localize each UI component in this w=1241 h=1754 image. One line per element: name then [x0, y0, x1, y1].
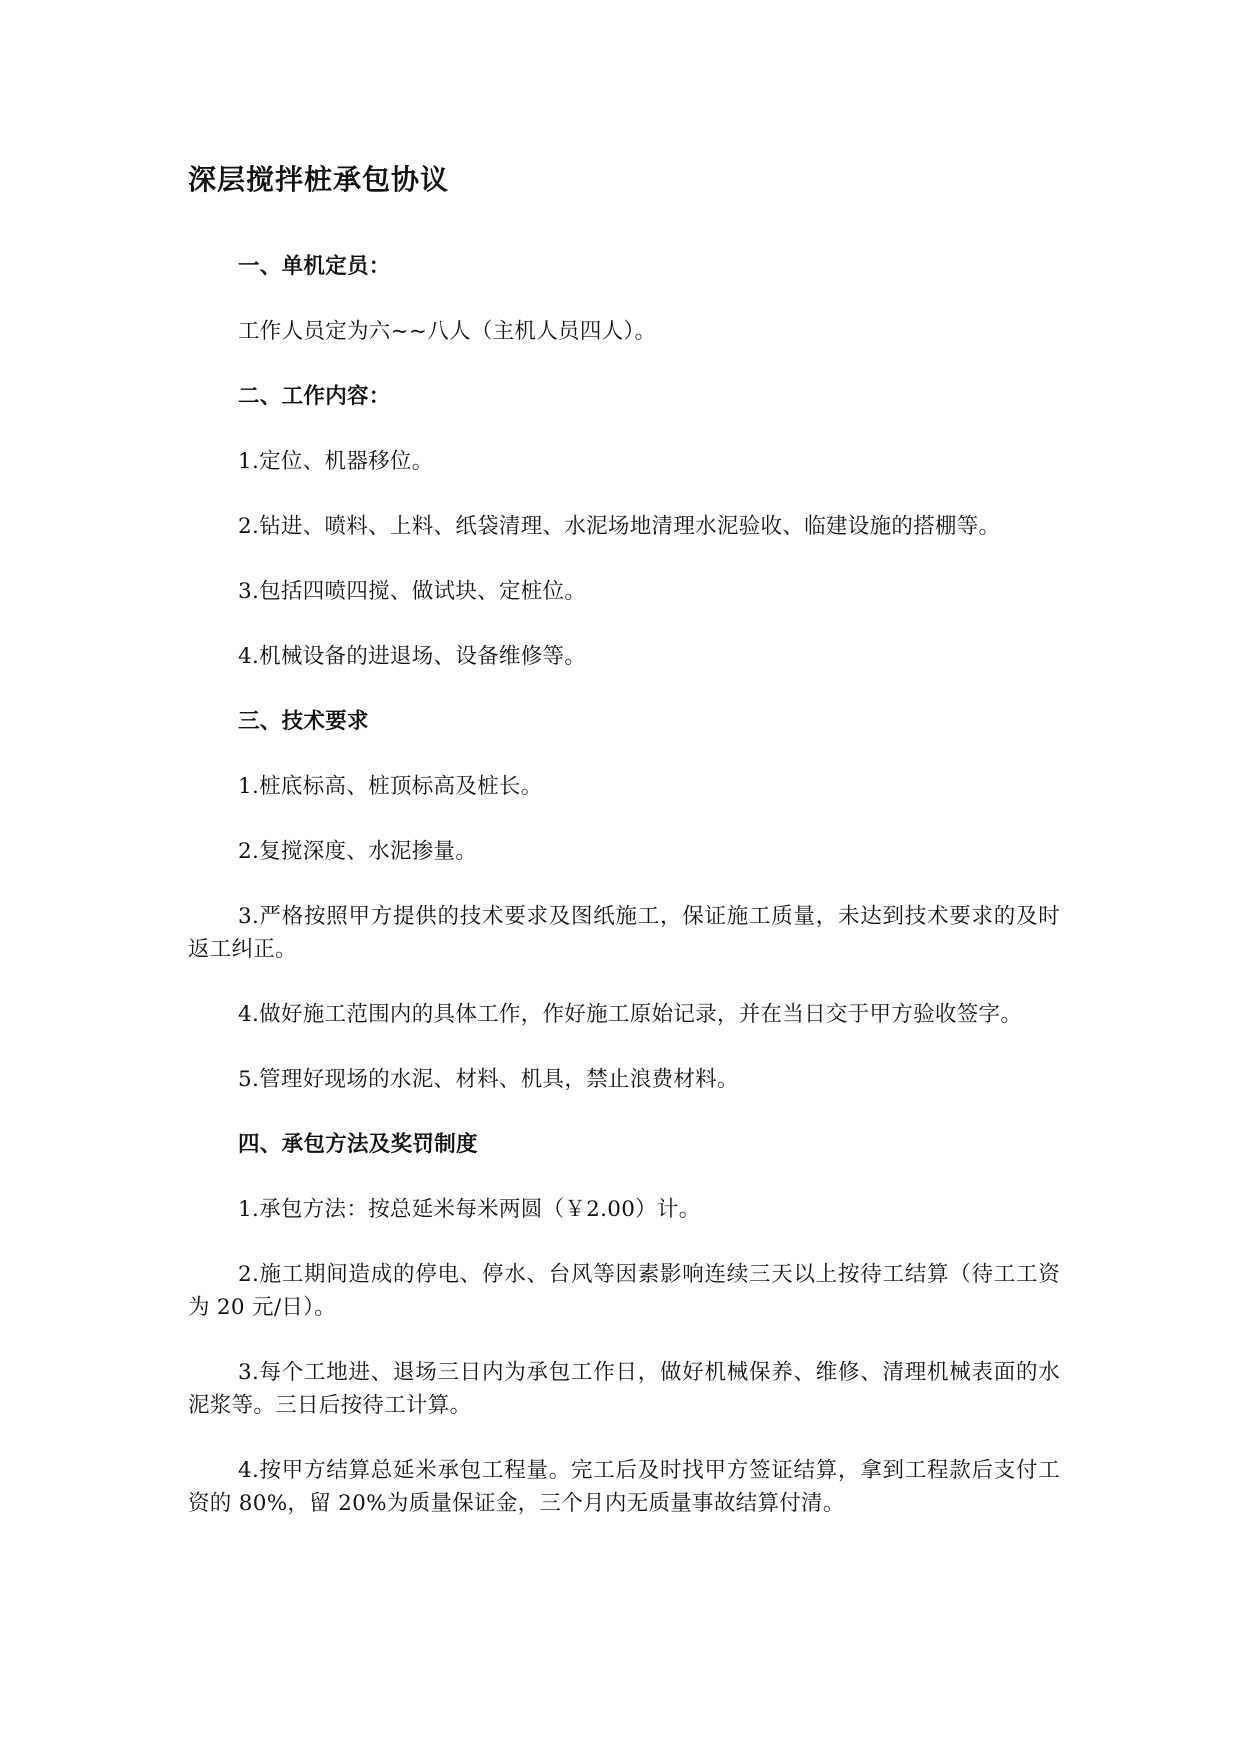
- technical-requirement-item-1: 1.桩底标高、桩顶标高及桩长。: [238, 774, 543, 799]
- contract-method-item-2: 2.施工期间造成的停电、停水、台风等因素影响连续三天以上按待工结算（待工工资为 20 元/日）。: [188, 1262, 1060, 1320]
- section-heading-technical-requirements: 三、技术要求: [238, 709, 369, 734]
- work-content-item-3: 3.包括四喷四搅、做试块、定桩位。: [238, 579, 587, 604]
- section-heading-staffing: 一、单机定员：: [238, 254, 391, 279]
- technical-requirement-item-4: 4.做好施工范围内的具体工作，作好施工原始记录，并在当日交于甲方验收签字。: [238, 1002, 1023, 1027]
- work-content-item-4: 4.机械设备的进退场、设备维修等。: [238, 644, 587, 669]
- document-body: [188, 250, 1060, 1552]
- section-heading-work-content: 二、工作内容：: [238, 384, 391, 409]
- section-heading-contract-method: 四、承包方法及奖罚制度: [238, 1132, 478, 1157]
- contract-method-item-1: 1.承包方法：按总延米每米两圆（￥2.00）计。: [238, 1197, 701, 1222]
- technical-requirement-item-2: 2.复搅深度、水泥掺量。: [238, 839, 478, 864]
- document-title: 深层搅拌桩承包协议: [188, 163, 450, 196]
- paragraph-staffing: 工作人员定为六~~八人（主机人员四人）。: [238, 319, 657, 344]
- contract-method-item-3: 3.每个工地进、退场三日内为承包工作日，做好机械保养、维修、清理机械表面的水泥浆等。三日后按待工计算。: [188, 1360, 1060, 1418]
- technical-requirement-item-5: 5.管理好现场的水泥、材料、机具，禁止浪费材料。: [238, 1067, 739, 1092]
- work-content-item-1: 1.定位、机器移位。: [238, 449, 434, 474]
- work-content-item-2: 2.钻进、喷料、上料、纸袋清理、水泥场地清理水泥验收、临建设施的搭棚等。: [238, 514, 1001, 539]
- technical-requirement-item-3: 3.严格按照甲方提供的技术要求及图纸施工，保证施工质量，未达到技术要求的及时返工纠正。: [188, 904, 1060, 962]
- contract-method-item-4: 4.按甲方结算总延米承包工程量。完工后及时找甲方签证结算，拿到工程款后支付工资的 80%，留 20%为质量保证金，三个月内无质量事故结算付清。: [188, 1458, 1060, 1516]
